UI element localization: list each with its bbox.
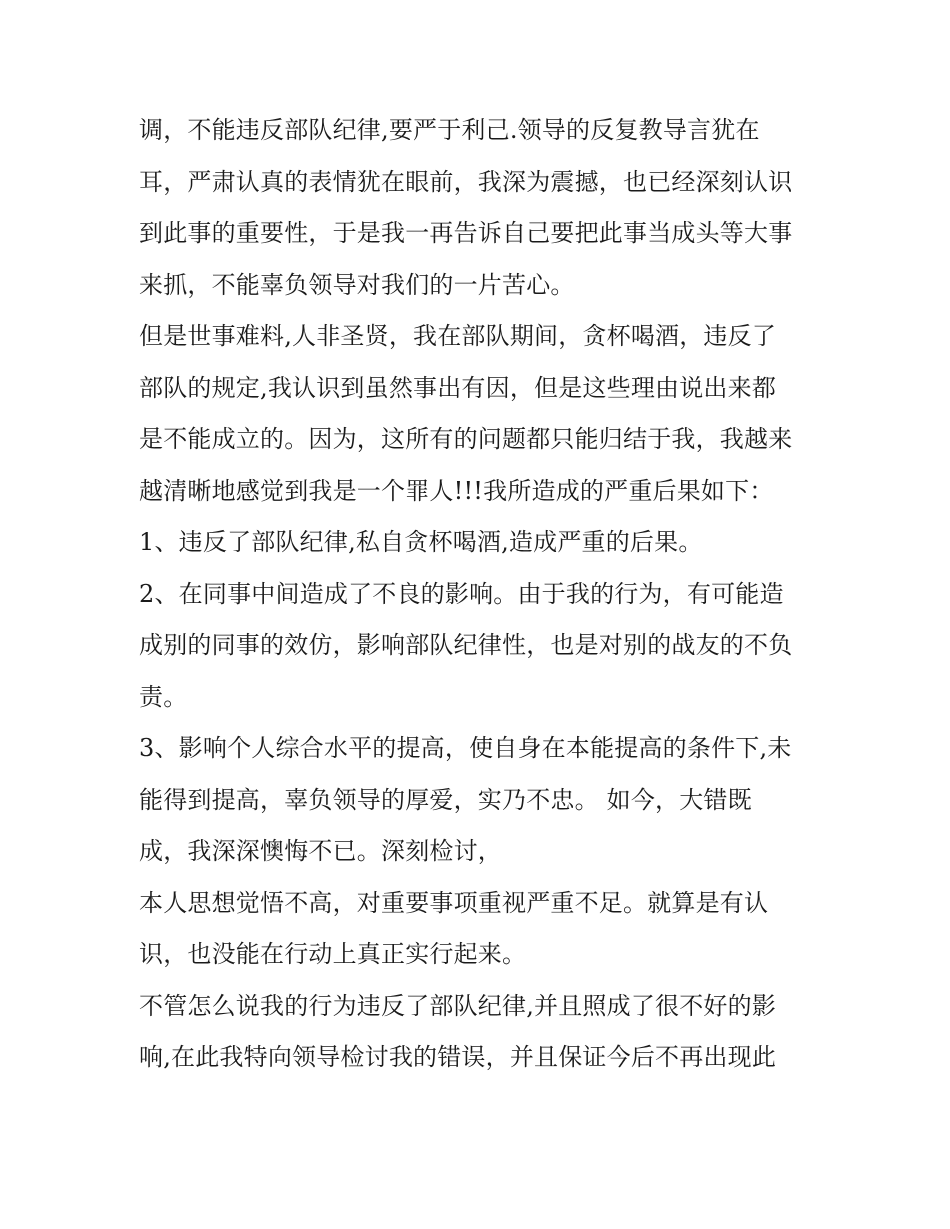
text-line: 调，不能违反部队纪律,要严于利己.领导的反复教导言犹在 <box>139 116 760 144</box>
text-line: 能得到提高，辜负领导的厚爱，实乃不忠。 如今，大错既 <box>139 785 752 814</box>
text-line: 越清晰地感觉到我是一个罪人!!!我所造成的严重后果如下： <box>139 476 774 505</box>
text-line: 不管怎么说我的行为违反了部队纪律,并且照成了很不好的影 <box>139 991 777 1020</box>
text-line: 响,在此我特向领导检讨我的错误，并且保证今后不再出现此 <box>139 1043 777 1071</box>
list-item-2: 2、在同事中间造成了不良的影响。由于我的行为，有可能造 <box>139 579 784 608</box>
text-line: 到此事的重要性，于是我一再告诉自己要把此事当成头等大事 <box>139 219 793 247</box>
text-line: 来抓，不能辜负领导对我们的一片苦心。 <box>139 270 575 299</box>
text-line: 本人思想觉悟不高，对重要事项重视严重不足。就算是有认 <box>139 888 769 917</box>
text-line: 责。 <box>139 682 188 711</box>
text-line: 成，我深深懊悔不已。深刻检讨， <box>139 837 502 865</box>
document-body <box>139 110 839 1089</box>
list-item-1: 1、违反了部队纪律,私自贪杯喝酒,造成严重的后果。 <box>139 528 703 556</box>
text-line: 耳，严肃认真的表情犹在眼前，我深为震撼，也已经深刻认识 <box>139 167 793 196</box>
text-line: 是不能成立的。因为，这所有的问题都只能归结于我，我越来 <box>139 425 793 453</box>
text-line: 成别的同事的效仿，影响部队纪律性，也是对别的战友的不负 <box>139 631 793 659</box>
text-line: 识，也没能在行动上真正实行起来。 <box>139 940 527 968</box>
text-line: 但是世事难料,人非圣贤，我在部队期间，贪杯喝酒，违反了 <box>139 322 777 350</box>
text-line: 部队的规定,我认识到虽然事出有因，但是这些理由说出来都 <box>139 373 777 402</box>
list-item-3: 3、影响个人综合水平的提高，使自身在本能提高的条件下,未 <box>139 734 792 762</box>
